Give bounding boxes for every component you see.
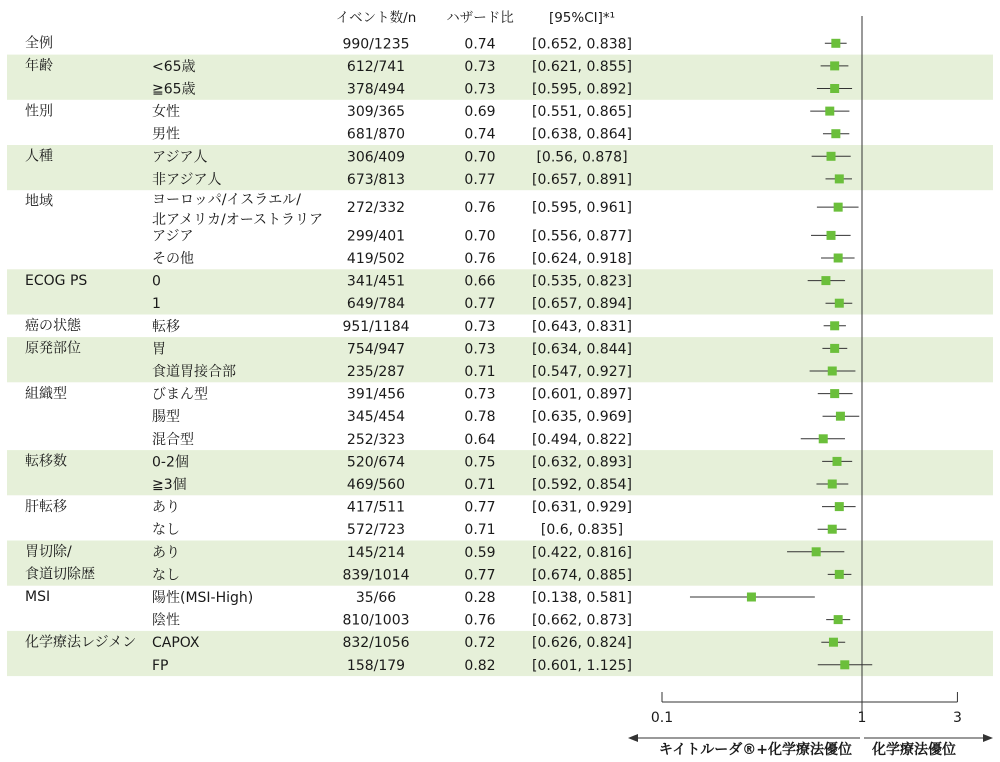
ci-cell: [0.626, 0.824] — [532, 635, 632, 652]
events-cell: 391/456 — [346, 386, 406, 403]
subgroup-label: CAPOX — [152, 635, 200, 652]
header-events: イベント数/n — [335, 10, 417, 26]
group-label: 性別 — [25, 103, 53, 120]
table-row — [152, 500, 632, 516]
subgroup-label: 1 — [152, 296, 161, 313]
table-row — [152, 408, 632, 425]
hazard-ratio-marker — [747, 593, 756, 602]
subgroup-label: 男性 — [152, 126, 180, 143]
hazard-ratio-cell: 0.82 — [464, 657, 496, 674]
ci-cell: [0.657, 0.894] — [532, 296, 632, 313]
events-cell: 345/454 — [346, 409, 406, 426]
group-label: 地域 — [25, 193, 53, 210]
ci-cell: [0.535, 0.823] — [532, 273, 632, 290]
hazard-ratio-marker — [828, 367, 837, 376]
ci-cell: [0.556, 0.877] — [532, 228, 632, 245]
group-label: 年齢 — [25, 58, 53, 75]
hazard-ratio-marker — [819, 434, 828, 443]
table-row — [152, 318, 632, 335]
ci-cell: [0.595, 0.892] — [532, 81, 632, 98]
ci-cell: [0.638, 0.864] — [532, 126, 632, 143]
table-row — [152, 522, 623, 538]
hazard-ratio-marker — [831, 39, 840, 48]
group-label: 転移数 — [25, 453, 67, 470]
hazard-ratio-marker — [835, 570, 844, 579]
ci-cell: [0.621, 0.855] — [532, 58, 632, 75]
table-row — [342, 36, 632, 52]
events-cell: 673/813 — [346, 171, 406, 188]
subgroup-label: 非アジア人 — [152, 171, 222, 188]
favors-right-label: 化学療法優位 — [872, 742, 956, 758]
hazard-ratio-marker — [830, 344, 839, 353]
hazard-ratio-cell: 0.74 — [464, 36, 496, 53]
hazard-ratio-cell: 0.71 — [464, 522, 496, 539]
hazard-ratio-marker — [827, 152, 836, 161]
ci-cell: [0.601, 0.897] — [532, 386, 632, 403]
hazard-ratio-cell: 0.59 — [464, 544, 496, 561]
events-cell: 272/332 — [346, 200, 406, 217]
subgroup-label: その他 — [152, 251, 194, 267]
group-label: 胃切除/ — [25, 544, 72, 560]
hazard-ratio-marker — [835, 502, 844, 511]
group-label: 肝転移 — [25, 498, 67, 515]
hazard-ratio-marker — [830, 389, 839, 398]
table-row — [152, 386, 632, 403]
ci-cell: [0.6, 0.835] — [540, 522, 624, 539]
events-cell: 417/511 — [346, 499, 406, 516]
header-ci: [95%CI]*¹ — [548, 10, 616, 26]
subgroup-label: あり — [152, 544, 180, 561]
group-label: 全例 — [25, 35, 53, 52]
hazard-ratio-marker — [834, 254, 843, 263]
ci-cell: [0.643, 0.831] — [532, 318, 632, 335]
hazard-ratio-marker — [834, 203, 843, 212]
hazard-ratio-marker — [829, 638, 838, 647]
ci-cell: [0.635, 0.969] — [532, 409, 632, 426]
subgroup-label: ヨーロッパ/イスラエル/ — [152, 192, 302, 209]
hazard-ratio-cell: 0.71 — [464, 364, 496, 380]
hazard-ratio-cell: 0.76 — [464, 200, 496, 217]
group-label: 組織型 — [25, 385, 67, 402]
events-cell: 754/947 — [346, 341, 406, 358]
ci-cell: [0.631, 0.929] — [532, 499, 632, 516]
hazard-ratio-cell: 0.66 — [464, 273, 496, 290]
hazard-ratio-cell: 0.76 — [464, 612, 496, 629]
x-tick-label: 1 — [857, 710, 867, 726]
events-cell: 252/323 — [346, 431, 406, 448]
subgroup-label: 転移 — [152, 318, 180, 335]
subgroup-label: 腸型 — [152, 409, 180, 426]
subgroup-label: 陽性(MSI-High) — [152, 590, 254, 606]
subgroup-label: 胃 — [152, 341, 166, 358]
group-label-line2: 食道切除歴 — [25, 566, 95, 583]
subgroup-label: <65歳 — [152, 58, 196, 75]
hazard-ratio-marker — [830, 61, 839, 70]
hazard-ratio-marker — [825, 107, 834, 116]
hazard-ratio-cell: 0.73 — [464, 81, 496, 98]
ci-cell: [0.422, 0.816] — [532, 544, 632, 561]
hazard-ratio-marker — [835, 299, 844, 308]
events-cell: 419/502 — [346, 251, 406, 267]
table-row — [152, 126, 632, 143]
subgroup-label: アジア — [152, 228, 194, 245]
ci-cell: [0.624, 0.918] — [532, 251, 632, 267]
group-label: MSI — [25, 589, 51, 606]
subgroup-label: あり — [152, 499, 180, 516]
table-row — [152, 228, 632, 244]
ci-cell: [0.56, 0.878] — [536, 149, 628, 166]
events-cell: 612/741 — [346, 58, 406, 75]
ci-cell: [0.652, 0.838] — [532, 36, 632, 53]
hazard-ratio-marker — [830, 84, 839, 93]
x-tick-label: 0.1 — [650, 710, 674, 726]
events-cell: 35/66 — [355, 590, 397, 606]
hazard-ratio-cell: 0.70 — [464, 149, 496, 166]
hazard-ratio-marker — [827, 231, 836, 240]
hazard-ratio-cell: 0.77 — [464, 499, 496, 516]
subgroup-label: なし — [152, 567, 180, 584]
hazard-ratio-cell: 0.73 — [464, 386, 496, 403]
hazard-ratio-cell: 0.76 — [464, 251, 496, 267]
table-row — [152, 589, 632, 606]
ci-cell: [0.632, 0.893] — [532, 454, 632, 471]
events-cell: 649/784 — [346, 296, 406, 313]
subgroup-label: FP — [152, 657, 169, 674]
group-label: ECOG PS — [25, 272, 88, 289]
group-label: 原発部位 — [25, 340, 81, 357]
hazard-ratio-marker — [821, 276, 830, 285]
x-tick-label: 3 — [952, 710, 962, 726]
subgroup-label: アジア人 — [152, 149, 208, 166]
events-cell: 810/1003 — [342, 612, 410, 629]
hazard-ratio-marker — [830, 321, 839, 330]
arrow-right-head-icon — [983, 734, 993, 742]
subgroup-label: びまん型 — [152, 386, 208, 403]
subgroup-label: 食道胃接合部 — [152, 364, 236, 380]
table-row — [152, 192, 632, 228]
hazard-ratio-marker — [835, 174, 844, 183]
table-row — [152, 612, 632, 629]
ci-cell: [0.138, 0.581] — [532, 590, 632, 606]
table-row — [152, 431, 632, 448]
events-cell: 572/723 — [346, 522, 406, 539]
hazard-ratio-cell: 0.69 — [464, 104, 496, 121]
hazard-ratio-cell: 0.73 — [464, 58, 496, 75]
hazard-ratio-marker — [840, 660, 849, 669]
subgroup-label: 0 — [152, 273, 161, 290]
table-row — [152, 103, 632, 120]
favors-left-label: キイトルーダ®+化学療法優位 — [658, 742, 852, 758]
arrow-left-head-icon — [628, 734, 638, 742]
hazard-ratio-cell: 0.28 — [464, 590, 496, 606]
hazard-ratio-marker — [828, 480, 837, 489]
subgroup-label: なし — [152, 522, 180, 539]
hazard-ratio-cell: 0.75 — [464, 454, 496, 471]
group-label: 化学療法レジメン — [25, 634, 137, 651]
subgroup-label-line2: 北アメリカ/オーストラリア — [152, 212, 324, 229]
ci-cell: [0.601, 1.125] — [532, 657, 632, 674]
column-headers — [336, 9, 615, 26]
header-hazard-ratio: ハザード比 — [446, 10, 514, 26]
events-cell: 520/674 — [346, 454, 406, 471]
subgroup-label: 女性 — [152, 104, 180, 121]
hazard-ratio-marker — [812, 547, 821, 556]
hazard-ratio-marker — [831, 129, 840, 138]
ci-cell: [0.494, 0.822] — [532, 431, 632, 448]
group-label: 人種 — [25, 148, 53, 165]
events-cell: 378/494 — [346, 81, 406, 98]
subgroup-label: ≧3個 — [152, 477, 187, 493]
hazard-ratio-cell: 0.71 — [464, 477, 496, 493]
events-cell: 158/179 — [346, 657, 406, 674]
events-cell: 235/287 — [346, 364, 406, 380]
events-cell: 681/870 — [346, 126, 406, 143]
ci-cell: [0.657, 0.891] — [532, 171, 632, 188]
hazard-ratio-marker — [833, 457, 842, 466]
hazard-ratio-cell: 0.70 — [464, 228, 496, 245]
events-cell: 341/451 — [346, 273, 406, 290]
hazard-ratio-marker — [836, 412, 845, 421]
ci-cell: [0.674, 0.885] — [532, 567, 632, 584]
hazard-ratio-cell: 0.77 — [464, 296, 496, 313]
table-row — [152, 363, 632, 380]
ci-cell: [0.634, 0.844] — [532, 341, 632, 358]
subgroup-label: 混合型 — [152, 431, 194, 448]
hazard-ratio-marker — [834, 615, 843, 624]
events-cell: 145/214 — [346, 544, 406, 561]
ci-cell: [0.662, 0.873] — [532, 612, 632, 629]
hazard-ratio-cell: 0.77 — [464, 567, 496, 584]
hazard-ratio-cell: 0.73 — [464, 341, 496, 358]
subgroup-label: 0-2個 — [152, 454, 189, 471]
events-cell: 990/1235 — [342, 36, 410, 53]
events-cell: 832/1056 — [342, 635, 410, 652]
group-label: 癌の状態 — [25, 318, 81, 334]
hazard-ratio-cell: 0.74 — [464, 126, 496, 143]
hazard-ratio-marker — [828, 525, 837, 534]
events-cell: 309/365 — [346, 104, 406, 121]
ci-cell: [0.547, 0.927] — [532, 364, 632, 380]
hazard-ratio-cell: 0.64 — [464, 431, 496, 448]
events-cell: 951/1184 — [342, 318, 410, 335]
ci-cell: [0.551, 0.865] — [532, 104, 632, 121]
events-cell: 839/1014 — [342, 567, 410, 584]
hazard-ratio-cell: 0.78 — [464, 409, 496, 426]
subgroup-label: ≧65歳 — [152, 81, 196, 98]
hazard-ratio-cell: 0.72 — [464, 635, 496, 652]
table-row — [152, 251, 632, 267]
ci-cell: [0.592, 0.854] — [532, 477, 632, 493]
events-cell: 469/560 — [346, 477, 406, 493]
hazard-ratio-cell: 0.77 — [464, 171, 496, 188]
hazard-ratio-cell: 0.73 — [464, 318, 496, 335]
subgroup-label: 陰性 — [152, 612, 180, 629]
events-cell: 299/401 — [346, 228, 406, 245]
events-cell: 306/409 — [346, 149, 406, 166]
ci-cell: [0.595, 0.961] — [532, 200, 632, 217]
